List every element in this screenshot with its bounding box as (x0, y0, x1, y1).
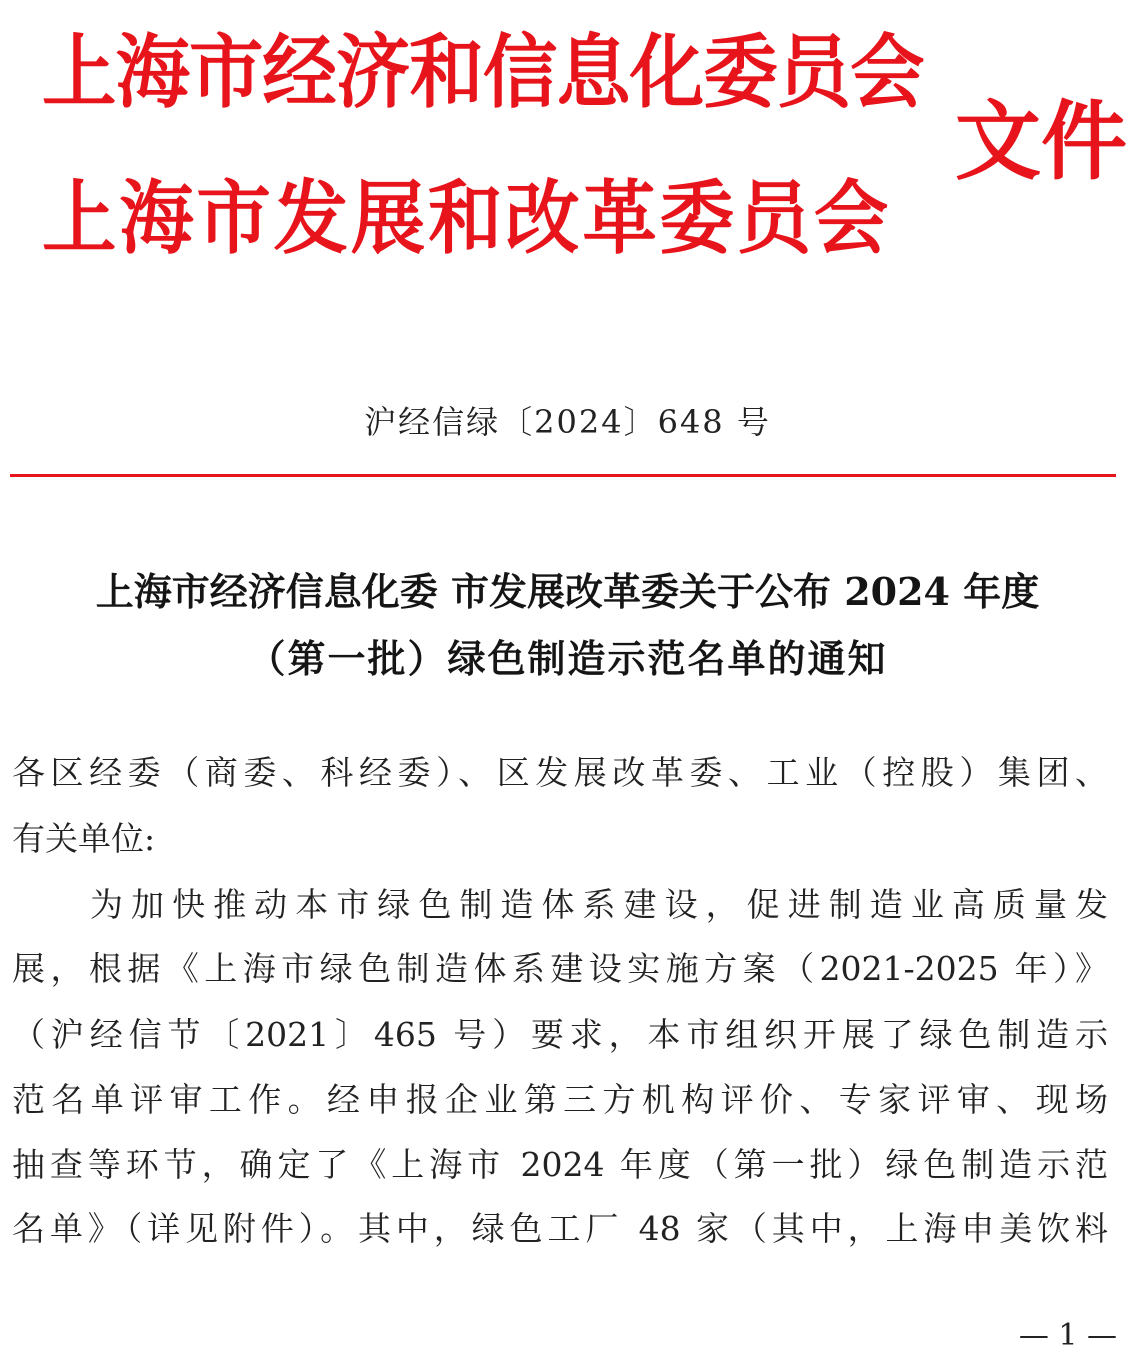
document-type-label: 文件 (955, 91, 1127, 192)
body-paragraph-line: 为加快推动本市绿色制造体系建设，促进制造业高质量发 (90, 885, 1108, 924)
body-paragraph-line: 抽查等环节，确定了《上海市 2024 年度（第一批）绿色制造示范 (12, 1145, 1108, 1184)
document-number: 沪经信绿〔2024〕648 号 (364, 403, 771, 441)
red-divider-line (10, 474, 1116, 477)
addressee-line-1: 各区经委（商委、科经委）、区发展改革委、工业（控股）集团、 (12, 753, 1108, 792)
page-number: — 1 — (1018, 1318, 1117, 1353)
notice-title-line-1: 上海市经济信息化委 市发展改革委关于公布 2024 年度 (95, 569, 1040, 614)
notice-title-line-2: （第一批）绿色制造示范名单的通知 (247, 636, 888, 681)
body-paragraph-line: （沪经信节〔2021〕465 号）要求，本市组织开展了绿色制造示 (12, 1015, 1108, 1054)
body-paragraph-line: 名单》（详见附件）。其中，绿色工厂 48 家（其中，上海申美饮料 (12, 1209, 1108, 1248)
body-paragraph-line: 展，根据《上海市绿色制造体系建设实施方案（2021-2025 年）》 (12, 949, 1108, 988)
issuing-org-2: 上海市发展和改革委员会 (42, 171, 892, 265)
issuing-org-1: 上海市经济和信息化委员会 (42, 25, 924, 119)
addressee-line-2: 有关单位: (12, 819, 156, 858)
body-paragraph-line: 范名单评审工作。经申报企业第三方机构评价、专家评审、现场 (12, 1080, 1108, 1119)
